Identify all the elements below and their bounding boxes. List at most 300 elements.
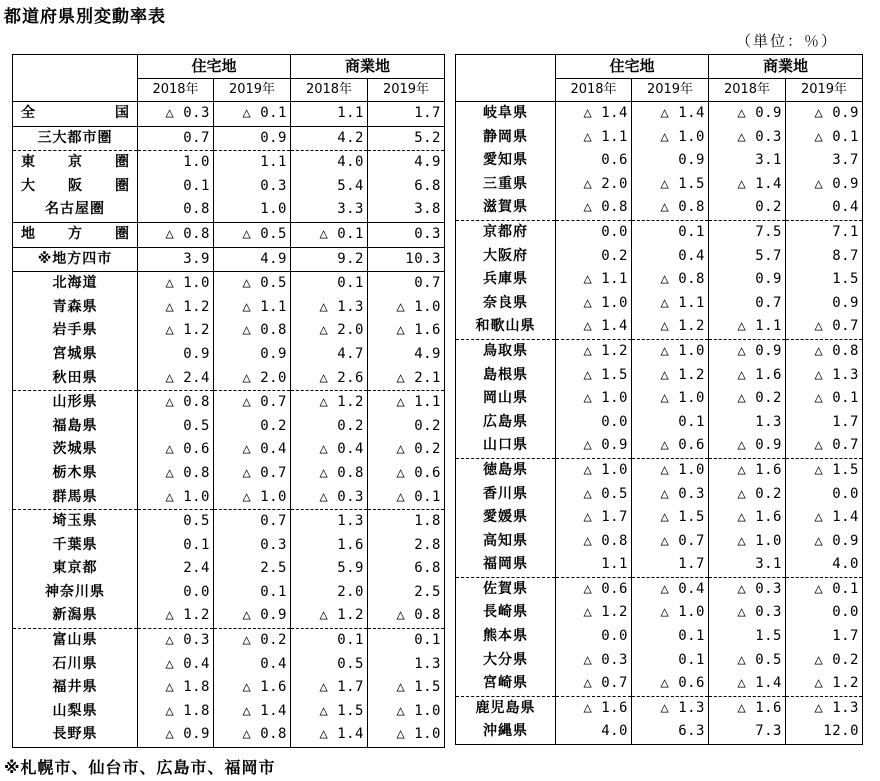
- region-name: 広島県: [456, 411, 556, 435]
- rate-value-c19: 7.1: [786, 220, 863, 244]
- region-name: 埼玉県: [13, 510, 138, 534]
- rate-value-r18: 0.9: [138, 343, 214, 367]
- rate-value-c19: 1.7: [786, 625, 863, 649]
- rate-value-r18: △ 1.4: [556, 315, 632, 339]
- rate-value-r18: △ 1.0: [556, 292, 632, 316]
- rate-value-r19: 0.3: [214, 534, 291, 558]
- rate-value-c18: △ 1.3: [291, 296, 368, 320]
- rate-value-r19: △ 1.0: [214, 486, 291, 510]
- rate-value-r19: 0.3: [214, 175, 291, 199]
- rate-value-r18: 0.2: [556, 245, 632, 269]
- rate-value-r18: △ 0.9: [138, 723, 214, 747]
- rate-value-c19: 0.0: [786, 601, 863, 625]
- rate-value-c18: △ 0.3: [291, 486, 368, 510]
- unit-label: （単位：％）: [736, 32, 839, 50]
- year-2019-header: 2019年: [632, 79, 709, 102]
- table-row: [13, 319, 445, 343]
- rate-value-c18: 5.4: [291, 175, 368, 199]
- table-row: [13, 415, 445, 439]
- rate-value-c19: △ 0.2: [368, 438, 445, 462]
- region-name: 茨城県: [13, 438, 138, 462]
- footnote: ※札幌市、仙台市、広島市、福岡市: [4, 758, 276, 777]
- region-name: 東 京 圏: [13, 151, 138, 175]
- rate-value-c18: △ 1.6: [709, 364, 786, 388]
- rate-value-c19: 4.9: [368, 151, 445, 175]
- rate-value-c18: △ 0.4: [291, 438, 368, 462]
- region-name: 宮崎県: [456, 672, 556, 696]
- region-name: 宮城県: [13, 343, 138, 367]
- rate-value-r18: △ 0.3: [556, 649, 632, 673]
- rate-value-r18: 4.0: [556, 720, 632, 744]
- region-name: 京都府: [456, 220, 556, 244]
- rate-value-c19: 0.3: [368, 222, 445, 247]
- rate-value-r18: 0.1: [138, 175, 214, 199]
- table-row: [456, 601, 863, 625]
- rate-value-r19: △ 0.5: [214, 222, 291, 247]
- rate-value-r19: 0.9: [632, 149, 709, 173]
- rate-value-r19: 1.7: [632, 553, 709, 577]
- rate-value-c19: 3.8: [368, 198, 445, 222]
- rate-value-c18: △ 0.9: [709, 339, 786, 363]
- region-header: [456, 55, 556, 102]
- region-name: 北海道: [13, 272, 138, 296]
- table-row: [456, 577, 863, 601]
- rate-value-r19: 2.5: [214, 557, 291, 581]
- table-row: [13, 581, 445, 605]
- rate-value-r18: △ 1.0: [138, 272, 214, 296]
- year-2018-header: 2018年: [138, 79, 214, 102]
- rate-value-c18: 4.2: [291, 126, 368, 151]
- rate-value-r19: △ 1.0: [632, 458, 709, 482]
- rate-value-r19: 0.4: [214, 653, 291, 677]
- rate-value-c18: △ 0.3: [709, 126, 786, 150]
- right-rate-table: [455, 54, 863, 745]
- rate-value-c18: △ 1.6: [709, 506, 786, 530]
- rate-value-c18: △ 2.0: [291, 319, 368, 343]
- rate-value-c19: △ 1.6: [368, 319, 445, 343]
- rate-value-c19: 0.7: [368, 272, 445, 296]
- rate-value-r19: △ 0.4: [214, 438, 291, 462]
- table-row: [456, 268, 863, 292]
- table-row: [13, 653, 445, 677]
- rate-value-r19: △ 0.3: [632, 483, 709, 507]
- table-row: [456, 102, 863, 126]
- rate-value-c19: 1.7: [786, 411, 863, 435]
- rate-value-c18: △ 0.2: [709, 387, 786, 411]
- rate-value-r19: 0.1: [632, 625, 709, 649]
- region-name: 岩手県: [13, 319, 138, 343]
- rate-value-r19: △ 1.6: [214, 676, 291, 700]
- rate-value-r19: △ 0.1: [214, 102, 291, 127]
- rate-value-c19: △ 1.4: [786, 506, 863, 530]
- rate-value-c19: 0.2: [368, 415, 445, 439]
- rate-value-r18: 0.0: [556, 220, 632, 244]
- rate-value-c18: △ 1.6: [709, 458, 786, 482]
- rate-value-r18: △ 0.6: [138, 438, 214, 462]
- region-name: 福島県: [13, 415, 138, 439]
- rate-value-c18: 1.3: [291, 510, 368, 534]
- rate-value-r19: 0.7: [214, 510, 291, 534]
- rate-value-c18: 3.1: [709, 553, 786, 577]
- rate-value-c19: 2.5: [368, 581, 445, 605]
- rate-value-r19: △ 1.0: [632, 339, 709, 363]
- region-name: 大 阪 圏: [13, 175, 138, 199]
- rate-value-r19: 1.0: [214, 198, 291, 222]
- rate-value-c18: △ 1.4: [291, 723, 368, 747]
- rate-value-c19: 0.1: [368, 629, 445, 653]
- rate-value-c19: △ 1.2: [786, 672, 863, 696]
- rate-value-c18: △ 1.2: [291, 391, 368, 415]
- rate-value-c19: △ 0.9: [786, 173, 863, 197]
- region-name: 静岡県: [456, 126, 556, 150]
- rate-value-c18: △ 1.4: [709, 173, 786, 197]
- rate-value-r18: △ 1.7: [556, 506, 632, 530]
- rate-value-c19: 2.8: [368, 534, 445, 558]
- rate-value-c19: △ 0.6: [368, 462, 445, 486]
- rate-value-r19: △ 1.4: [632, 102, 709, 126]
- table-row: [13, 723, 445, 747]
- commercial-header: 商業地: [291, 55, 445, 79]
- rate-value-r18: △ 0.4: [138, 653, 214, 677]
- table-row: [13, 175, 445, 199]
- rate-value-c19: △ 0.9: [786, 102, 863, 126]
- rate-value-r19: 0.9: [214, 126, 291, 151]
- rate-value-r18: △ 0.8: [556, 196, 632, 220]
- rate-value-c18: 9.2: [291, 247, 368, 272]
- region-name: 和歌山県: [456, 315, 556, 339]
- rate-value-r19: △ 1.0: [632, 387, 709, 411]
- region-name: 兵庫県: [456, 268, 556, 292]
- commercial-header: 商業地: [709, 55, 863, 79]
- rate-value-c19: 4.9: [368, 343, 445, 367]
- rate-value-r18: △ 0.6: [556, 577, 632, 601]
- rate-value-c18: △ 0.9: [709, 434, 786, 458]
- region-name: 青森県: [13, 296, 138, 320]
- rate-value-c18: 0.2: [709, 196, 786, 220]
- rate-value-c19: △ 0.9: [786, 530, 863, 554]
- rate-value-r18: △ 1.4: [556, 102, 632, 126]
- region-name: 岐阜県: [456, 102, 556, 126]
- rate-value-r18: △ 0.3: [138, 629, 214, 653]
- rate-value-c19: 0.4: [786, 196, 863, 220]
- table-row: [456, 315, 863, 339]
- region-name: 愛媛県: [456, 506, 556, 530]
- rate-value-c18: 5.9: [291, 557, 368, 581]
- rate-value-c19: 5.2: [368, 126, 445, 151]
- rate-value-c18: 1.6: [291, 534, 368, 558]
- rate-value-r19: △ 0.6: [632, 434, 709, 458]
- rate-value-r19: △ 0.2: [214, 629, 291, 653]
- table-row: [456, 364, 863, 388]
- rate-value-c19: △ 0.1: [786, 126, 863, 150]
- rate-value-r18: 0.0: [138, 581, 214, 605]
- rate-value-r18: △ 0.8: [138, 391, 214, 415]
- region-name: 沖縄県: [456, 720, 556, 744]
- rate-value-r19: △ 0.7: [214, 391, 291, 415]
- rate-value-c19: 4.0: [786, 553, 863, 577]
- table-row: [456, 434, 863, 458]
- table-row: [13, 247, 445, 272]
- rate-value-c18: △ 0.1: [291, 222, 368, 247]
- rate-value-c18: △ 2.6: [291, 367, 368, 391]
- rate-value-r19: △ 0.5: [214, 272, 291, 296]
- region-name: 神奈川県: [13, 581, 138, 605]
- rate-value-c19: △ 0.1: [368, 486, 445, 510]
- rate-value-r19: 4.9: [214, 247, 291, 272]
- table-row: [13, 534, 445, 558]
- rate-value-r18: △ 0.8: [556, 530, 632, 554]
- region-name: 大阪府: [456, 245, 556, 269]
- rate-value-c19: 6.8: [368, 557, 445, 581]
- rate-value-c19: 0.9: [786, 292, 863, 316]
- rate-value-c19: △ 0.1: [786, 387, 863, 411]
- rate-value-r18: △ 0.8: [138, 222, 214, 247]
- rate-value-r18: △ 1.2: [138, 319, 214, 343]
- rate-value-r19: 0.4: [632, 245, 709, 269]
- year-2019-header: 2019年: [214, 79, 291, 102]
- rate-value-r19: 0.1: [632, 220, 709, 244]
- rate-value-c19: 0.0: [786, 483, 863, 507]
- rate-value-c18: △ 1.4: [709, 672, 786, 696]
- rate-value-c18: 0.5: [291, 653, 368, 677]
- table-row: [456, 696, 863, 720]
- rate-value-c18: 3.3: [291, 198, 368, 222]
- rate-value-r18: △ 2.4: [138, 367, 214, 391]
- rate-value-r18: △ 1.5: [556, 364, 632, 388]
- rate-value-r18: △ 1.8: [138, 700, 214, 724]
- table-row: [456, 720, 863, 744]
- rate-value-c18: 7.5: [709, 220, 786, 244]
- rate-value-r19: △ 0.8: [632, 196, 709, 220]
- region-name: 全 国: [13, 102, 138, 127]
- table-row: [456, 553, 863, 577]
- rate-value-c18: △ 0.3: [709, 601, 786, 625]
- rate-value-r19: 0.1: [214, 581, 291, 605]
- rate-value-r18: △ 1.0: [556, 458, 632, 482]
- region-name: 佐賀県: [456, 577, 556, 601]
- rate-value-c19: △ 1.3: [786, 364, 863, 388]
- table-row: [13, 222, 445, 247]
- table-row: [456, 387, 863, 411]
- rate-value-r18: △ 0.9: [556, 434, 632, 458]
- table-row: [456, 292, 863, 316]
- rate-value-r18: △ 1.0: [138, 486, 214, 510]
- rate-value-r19: △ 2.0: [214, 367, 291, 391]
- rate-value-c19: 1.5: [786, 268, 863, 292]
- rate-value-c18: 5.7: [709, 245, 786, 269]
- rate-value-r19: 0.1: [632, 649, 709, 673]
- rate-value-r19: △ 1.1: [632, 292, 709, 316]
- rate-value-c19: △ 1.0: [368, 700, 445, 724]
- year-2018-header: 2018年: [291, 79, 368, 102]
- table-row: [456, 126, 863, 150]
- rate-value-c19: 1.7: [368, 102, 445, 127]
- table-row: [13, 367, 445, 391]
- rate-value-c18: 4.7: [291, 343, 368, 367]
- rate-value-r19: △ 1.2: [632, 315, 709, 339]
- rate-value-c19: 6.8: [368, 175, 445, 199]
- rate-value-c19: △ 1.5: [786, 458, 863, 482]
- table-row: [13, 462, 445, 486]
- rate-value-r18: 0.7: [138, 126, 214, 151]
- region-name: 群馬県: [13, 486, 138, 510]
- rate-value-c19: △ 1.1: [368, 391, 445, 415]
- table-row: [13, 486, 445, 510]
- rate-value-c18: 1.3: [709, 411, 786, 435]
- table-row: [456, 196, 863, 220]
- rate-value-c18: 7.3: [709, 720, 786, 744]
- rate-value-c19: △ 0.1: [786, 577, 863, 601]
- year-2019-header: 2019年: [786, 79, 863, 102]
- table-row: [13, 700, 445, 724]
- region-name: 鳥取県: [456, 339, 556, 363]
- region-name: 三重県: [456, 173, 556, 197]
- rate-value-c19: 1.8: [368, 510, 445, 534]
- region-name: 高知県: [456, 530, 556, 554]
- table-row: [13, 343, 445, 367]
- table-row: [456, 483, 863, 507]
- rate-value-c19: △ 0.7: [786, 434, 863, 458]
- rate-value-c19: △ 1.3: [786, 696, 863, 720]
- rate-value-r19: 0.9: [214, 343, 291, 367]
- region-name: 山形県: [13, 391, 138, 415]
- residential-header: 住宅地: [556, 55, 709, 79]
- rate-value-r18: △ 1.8: [138, 676, 214, 700]
- region-name: 島根県: [456, 364, 556, 388]
- rate-value-c18: 0.1: [291, 629, 368, 653]
- region-name: 奈良県: [456, 292, 556, 316]
- table-row: [456, 411, 863, 435]
- rate-value-r19: △ 0.8: [214, 319, 291, 343]
- rate-value-c19: △ 0.8: [368, 604, 445, 628]
- rate-value-c19: △ 1.5: [368, 676, 445, 700]
- region-name: 福井県: [13, 676, 138, 700]
- table-row: [456, 149, 863, 173]
- rate-value-c18: 3.1: [709, 149, 786, 173]
- region-name: 東京都: [13, 557, 138, 581]
- region-name: 長崎県: [456, 601, 556, 625]
- table-row: [456, 649, 863, 673]
- region-name: 熊本県: [456, 625, 556, 649]
- rate-value-c18: 0.2: [291, 415, 368, 439]
- table-row: [13, 126, 445, 151]
- page-title: 都道府県別変動率表: [4, 7, 166, 27]
- table-row: [13, 102, 445, 127]
- region-name: 秋田県: [13, 367, 138, 391]
- table-row: [13, 557, 445, 581]
- region-name: 新潟県: [13, 604, 138, 628]
- rate-value-r19: △ 0.7: [632, 530, 709, 554]
- rate-value-c18: △ 1.2: [291, 604, 368, 628]
- region-name: 福岡県: [456, 553, 556, 577]
- rate-value-r18: 1.0: [138, 151, 214, 175]
- region-header: [13, 55, 138, 102]
- rate-value-c18: △ 1.7: [291, 676, 368, 700]
- rate-value-r19: △ 0.8: [632, 268, 709, 292]
- table-row: [456, 339, 863, 363]
- rate-value-c18: △ 0.5: [709, 649, 786, 673]
- table-row: [13, 391, 445, 415]
- rate-value-r18: 0.1: [138, 534, 214, 558]
- table-row: [13, 510, 445, 534]
- region-name: 地 方 圏: [13, 222, 138, 247]
- rate-value-c18: 1.1: [291, 102, 368, 127]
- rate-value-c19: 10.3: [368, 247, 445, 272]
- rate-value-c19: 3.7: [786, 149, 863, 173]
- rate-value-c18: △ 1.6: [709, 696, 786, 720]
- rate-value-r18: △ 1.1: [556, 268, 632, 292]
- table-row: [456, 530, 863, 554]
- table-row: [456, 220, 863, 244]
- rate-value-r18: 1.1: [556, 553, 632, 577]
- region-name: 石川県: [13, 653, 138, 677]
- region-name: 鹿児島県: [456, 696, 556, 720]
- rate-value-c19: △ 0.8: [786, 339, 863, 363]
- rate-value-c19: △ 0.2: [786, 649, 863, 673]
- rate-value-c18: 0.1: [291, 272, 368, 296]
- rate-value-r18: △ 0.7: [556, 672, 632, 696]
- rate-value-r19: △ 0.9: [214, 604, 291, 628]
- rate-value-r18: △ 0.3: [138, 102, 214, 127]
- rate-value-c18: 4.0: [291, 151, 368, 175]
- year-2018-header: 2018年: [709, 79, 786, 102]
- rate-value-c18: 2.0: [291, 581, 368, 605]
- region-name: 栃木県: [13, 462, 138, 486]
- rate-value-c18: △ 0.8: [291, 462, 368, 486]
- table-row: [456, 625, 863, 649]
- rate-value-c19: △ 0.7: [786, 315, 863, 339]
- region-name: 名古屋圏: [13, 198, 138, 222]
- region-name: 愛知県: [456, 149, 556, 173]
- table-row: [13, 438, 445, 462]
- region-name: 山口県: [456, 434, 556, 458]
- rate-value-c18: △ 1.1: [709, 315, 786, 339]
- rate-value-r18: △ 1.6: [556, 696, 632, 720]
- rate-value-r19: 6.3: [632, 720, 709, 744]
- rate-value-r18: △ 0.8: [138, 462, 214, 486]
- rate-value-c19: △ 1.0: [368, 296, 445, 320]
- table-row: [456, 672, 863, 696]
- rate-value-r19: 0.1: [632, 411, 709, 435]
- rate-value-r19: △ 0.6: [632, 672, 709, 696]
- rate-value-r18: 2.4: [138, 557, 214, 581]
- rate-value-r18: △ 1.1: [556, 126, 632, 150]
- rate-value-r19: △ 1.3: [632, 696, 709, 720]
- region-name: 大分県: [456, 649, 556, 673]
- rate-value-r19: △ 1.1: [214, 296, 291, 320]
- region-name: 千葉県: [13, 534, 138, 558]
- rate-value-r18: 0.5: [138, 510, 214, 534]
- table-row: [456, 173, 863, 197]
- rate-value-r19: △ 1.5: [632, 173, 709, 197]
- rate-value-r18: △ 1.2: [556, 339, 632, 363]
- rate-value-c18: 1.5: [709, 625, 786, 649]
- rate-value-c18: △ 0.2: [709, 483, 786, 507]
- rate-value-c18: △ 0.9: [709, 102, 786, 126]
- rate-value-r18: △ 1.2: [556, 601, 632, 625]
- region-name: ※地方四市: [13, 247, 138, 272]
- region-name: 香川県: [456, 483, 556, 507]
- year-2018-header: 2018年: [556, 79, 632, 102]
- rate-value-c18: △ 1.5: [291, 700, 368, 724]
- table-row: [456, 245, 863, 269]
- rate-value-r18: 3.9: [138, 247, 214, 272]
- region-name: 富山県: [13, 629, 138, 653]
- rate-value-r18: 0.0: [556, 625, 632, 649]
- table-row: [13, 629, 445, 653]
- rate-value-r18: △ 1.0: [556, 387, 632, 411]
- table-row: [456, 458, 863, 482]
